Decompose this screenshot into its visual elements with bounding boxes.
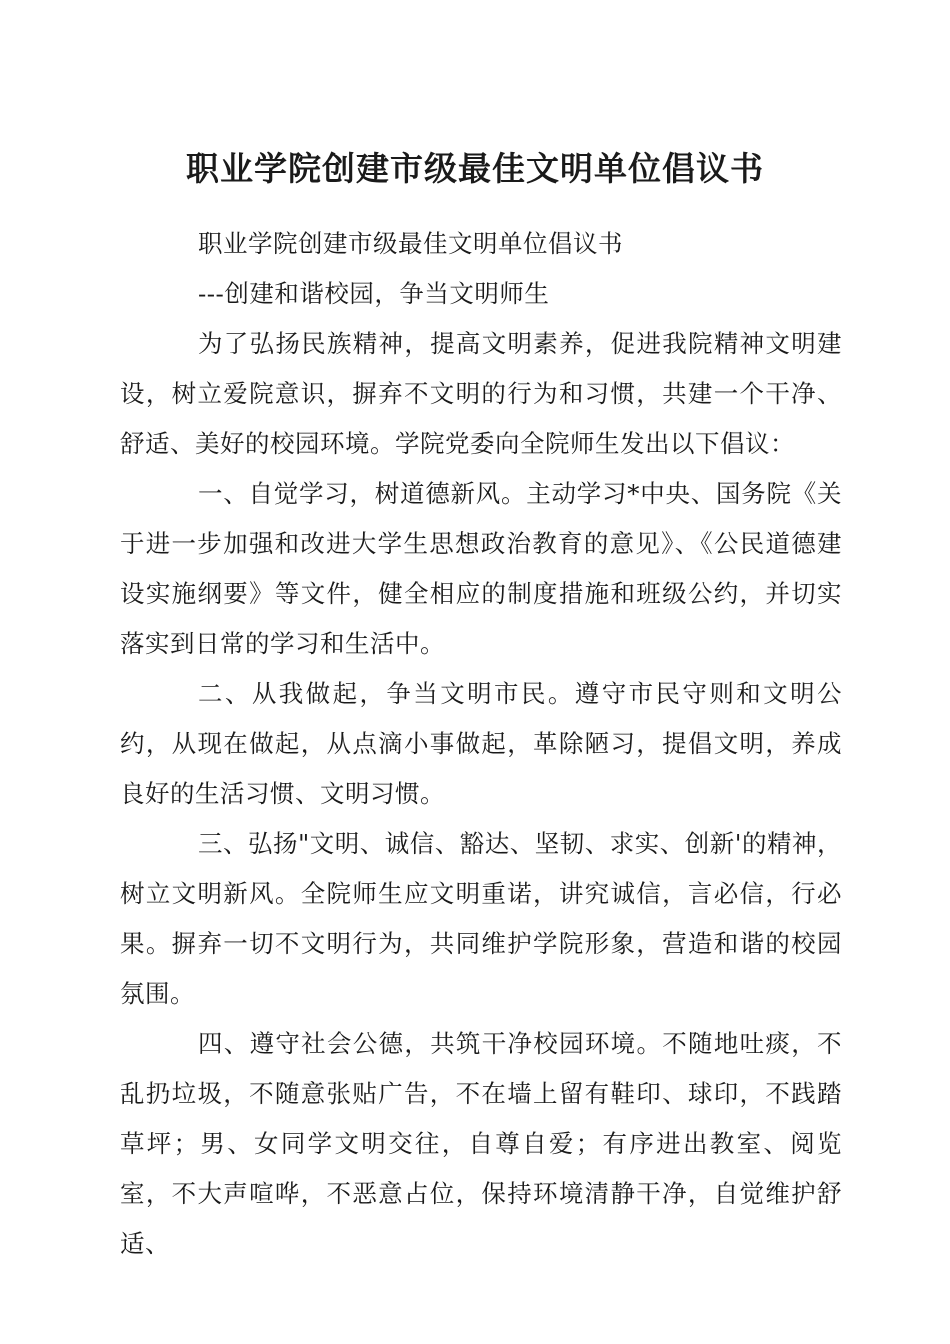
paragraph-intro: 为了弘扬民族精神，提高文明素养，促进我院精神文明建设，树立爱院意识，摒弃不文明的行为和习惯，共建一个干净、舒适、美好的校园环境。学院党委向全院师生发出以下倡议：: [120, 329, 842, 458]
paragraph-subtitle: 职业学院创建市级最佳文明单位倡议书: [198, 229, 623, 258]
document-title: 职业学院创建市级最佳文明单位倡议书: [186, 149, 764, 188]
document-body: [120, 219, 842, 1269]
paragraph-slogan: ---创建和谐校园，争当文明师生: [198, 279, 550, 308]
paragraph-item-4: 四、遵守社会公德，共筑干净校园环境。不随地吐痰，不乱扔垃圾，不随意张贴广告，不在墙上留有鞋印、球印，不践踏草坪；男、女同学文明交往，自尊自爱；有序进出教室、阅览室，不大声喧哗，不恶意占位，保持环境清静干净，自觉维护舒适、: [120, 1029, 842, 1258]
paragraph-item-2: 二、从我做起，争当文明市民。遵守市民守则和文明公约，从现在做起，从点滴小事做起，革除陋习，提倡文明，养成良好的生活习惯、文明习惯。: [120, 679, 842, 808]
paragraph-item-1: 一、自觉学习，树道德新风。主动学习*中央、国务院《关于进一步加强和改进大学生思想政治教育的意见》、《公民道德建设实施纲要》等文件，健全相应的制度措施和班级公约，并切实落实到日常的学习和生活中。: [120, 479, 842, 658]
paragraph-item-3: 三、弘扬"文明、诚信、豁达、坚韧、求实、创新'的精神，树立文明新风。全院师生应文明重诺，讲究诚信，言必信，行必果。摒弃一切不文明行为，共同维护学院形象，营造和谐的校园氛围。: [120, 829, 843, 1008]
